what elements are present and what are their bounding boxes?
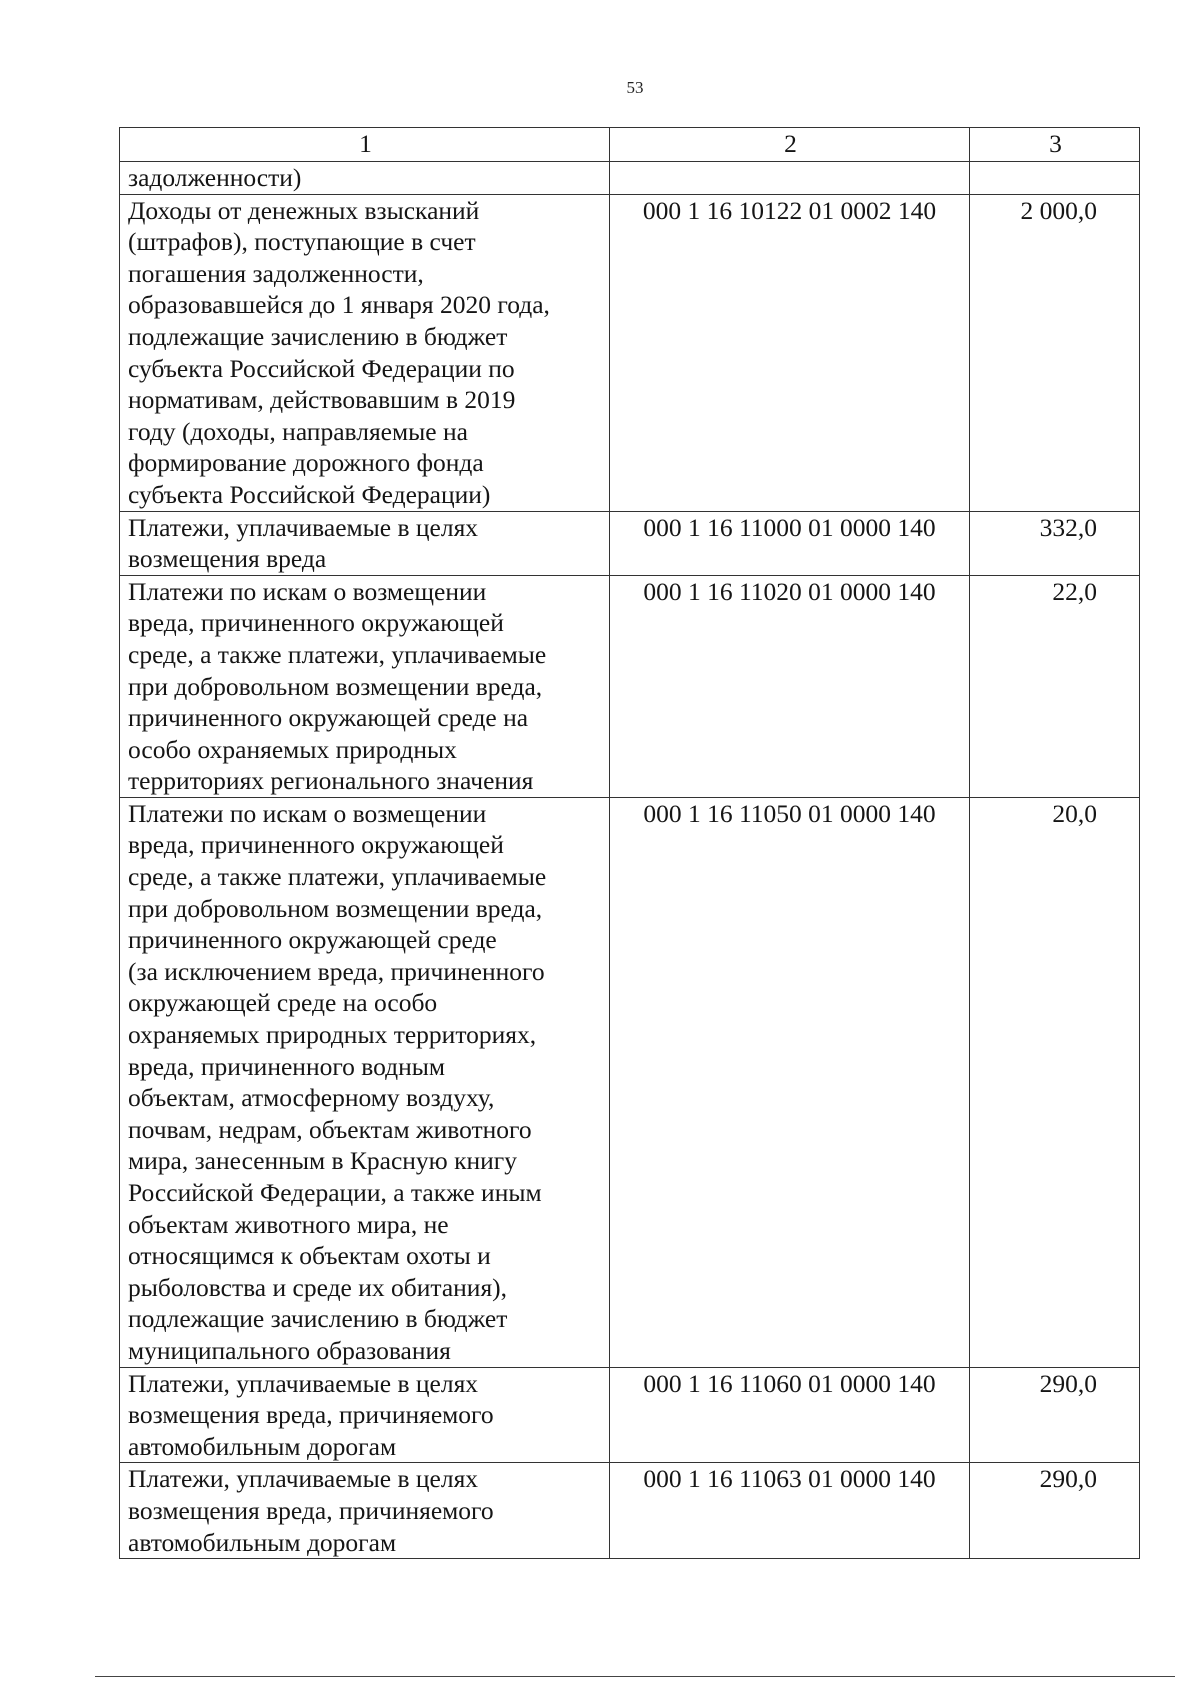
table-row	[120, 194, 1140, 511]
table-row	[120, 575, 1140, 797]
column-header-3: 3	[970, 128, 1140, 162]
amount-cell: 332,0	[970, 511, 1140, 575]
budget-code-cell: 000 1 16 11050 01 0000 140	[610, 797, 970, 1367]
amount-cell: 2 000,0	[970, 194, 1140, 511]
budget-code-cell	[610, 162, 970, 195]
budget-code-cell: 000 1 16 11020 01 0000 140	[610, 575, 970, 797]
revenue-name-cell: Платежи по искам о возмещении вреда, причиненного окружающей среде, а также платежи, уплачиваемые при добровольном возмещении вреда, причиненного окружающей среде (за исключением вреда, причиненного окружающей среде на особо охраняемых природных территориях, вреда, причиненного водным объектам, атмосферному воздуху, почвам, недрам, объектам животного мира, занесенным в Красную книгу Российской Федерации, а также иным объектам животного мира, не относящимся к объектам охоты и рыболовства и среде их обитания), подлежащие зачислению в бюджет муниципального образования	[120, 797, 610, 1367]
table-row	[120, 1367, 1140, 1463]
revenue-name-cell: Платежи по искам о возмещении вреда, причиненного окружающей среде, а также платежи, уплачиваемые при добровольном возмещении вреда, причиненного окружающей среде на особо охраняемых природных территориях регионального значения	[120, 575, 610, 797]
revenue-name-cell: Платежи, уплачиваемые в целях возмещения вреда	[120, 511, 610, 575]
page-number: 53	[626, 78, 644, 97]
budget-code-cell: 000 1 16 11060 01 0000 140	[610, 1367, 970, 1463]
revenue-name-cell: задолженности)	[120, 162, 610, 195]
revenue-name-cell: Доходы от денежных взысканий (штрафов), поступающие в счет погашения задолженности, образовавшейся до 1 января 2020 года, подлежащие зачислению в бюджет субъекта Российской Федерации по нормативам, действовавшим в 2019 году (доходы, направляемые на формирование дорожного фонда субъекта Российской Федерации)	[120, 194, 610, 511]
column-header-2: 2	[610, 128, 970, 162]
amount-cell: 290,0	[970, 1367, 1140, 1463]
budget-code-cell: 000 1 16 11063 01 0000 140	[610, 1463, 970, 1559]
column-header-1: 1	[120, 128, 610, 162]
amount-cell	[970, 162, 1140, 195]
footer-rule	[95, 1676, 1175, 1677]
revenue-table	[119, 127, 1140, 1559]
table-row	[120, 162, 1140, 195]
budget-code-cell: 000 1 16 10122 01 0002 140	[610, 194, 970, 511]
amount-cell: 290,0	[970, 1463, 1140, 1559]
amount-cell: 22,0	[970, 575, 1140, 797]
table-row	[120, 1463, 1140, 1559]
revenue-name-cell: Платежи, уплачиваемые в целях возмещения вреда, причиняемого автомобильным дорогам	[120, 1367, 610, 1463]
table-header-row	[120, 128, 1140, 162]
budget-code-cell: 000 1 16 11000 01 0000 140	[610, 511, 970, 575]
amount-cell: 20,0	[970, 797, 1140, 1367]
table-row	[120, 511, 1140, 575]
revenue-name-cell: Платежи, уплачиваемые в целях возмещения вреда, причиняемого автомобильным дорогам	[120, 1463, 610, 1559]
table-row	[120, 797, 1140, 1367]
